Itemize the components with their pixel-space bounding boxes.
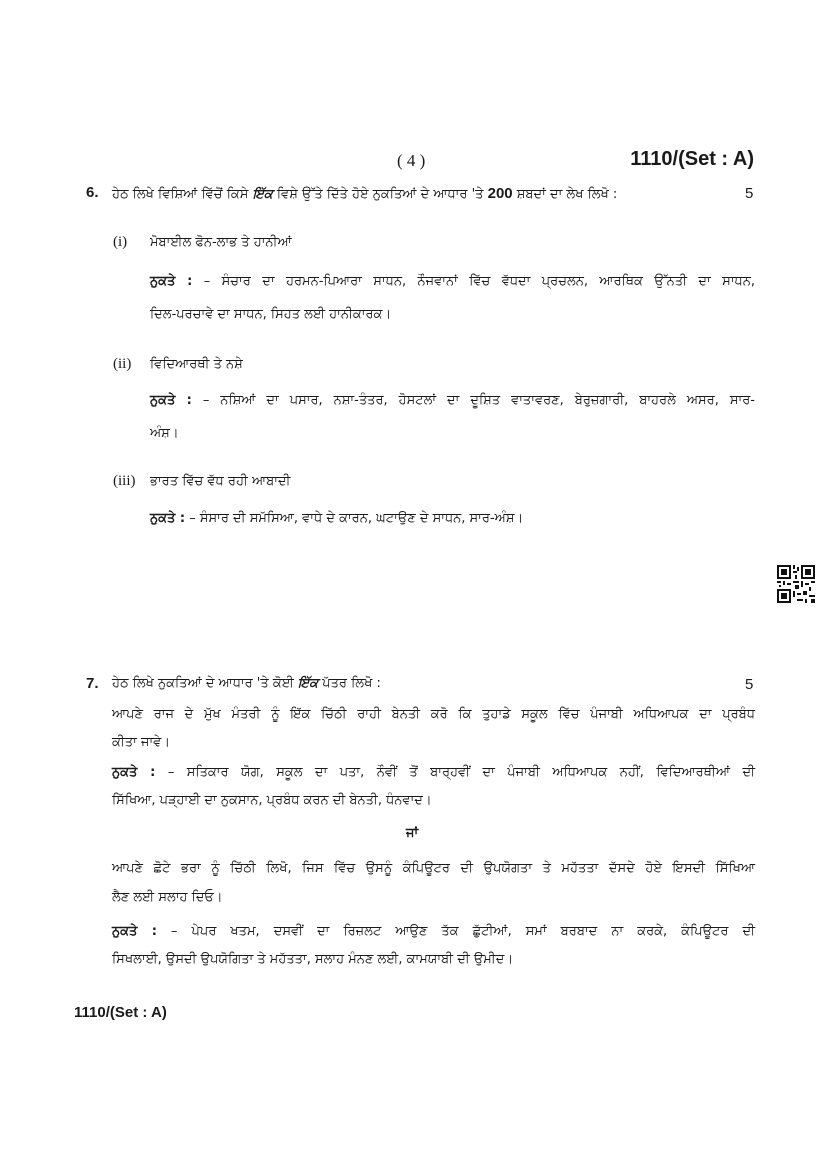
topic-title: ਮੋਬਾਈਲ ਫੋਨ-ਲਾਭ ਤੇ ਹਾਨੀਆਂ — [150, 235, 292, 250]
points-line: – ਨਸ਼ਿਆਂ ਦਾ ਪਸਾਰ, ਨਸ਼ਾ-ਤੰਤਰ, ਹੋਸਟਲਾਂ ਦਾ ਦੂਸ਼ਿਤ ਵਾਤਾਵਰਣ, ਬੇਰੁਜ਼ਗਾਰੀ, ਬਾਹਰਲੇ ਅਸਰ, ਸਾਰ- — [202, 393, 755, 408]
q6-instruction-post: ਸ਼ਬਦਾਂ ਦਾ ਲੇਖ ਲਿਖੋ : — [512, 187, 618, 202]
points-label: ਨੁਕਤੇ : — [150, 274, 193, 289]
topic-points-cont: ਦਿਲ-ਪਰਚਾਵੇ ਦਾ ਸਾਧਨ, ਸਿਹਤ ਲਈ ਹਾਨੀਕਾਰਕ। — [150, 307, 392, 322]
letter2-points-cont: ਸਿਖਲਾਈ, ਉਸਦੀ ਉਪਯੋਗਿਤਾ ਤੇ ਮਹੱਤਤਾ, ਸਲਾਹ ਮੰਨਣ ਲਈ, ਕਾਮਯਾਬੀ ਦੀ ਉਮੀਦ। — [112, 952, 514, 967]
q7-instruction-pre: ਹੇਠ ਲਿਖੇ ਨੁਕਤਿਆਂ ਦੇ ਆਧਾਰ 'ਤੇ ਕੋਈ — [112, 676, 298, 691]
q7-instruction — [112, 676, 381, 691]
letter2-prompt-cont: ਲੈਣ ਲਈ ਸਲਾਹ ਦਿਓ। — [112, 890, 223, 905]
topic-numeral: (i) — [113, 234, 128, 250]
q6-instruction-pre: ਹੇਠ ਲਿਖੇ ਵਿਸ਼ਿਆਂ ਵਿੱਚੋਂ ਕਿਸੇ — [112, 187, 253, 202]
points-line: – ਸੰਸਾਰ ਦੀ ਸਮੱਸਿਆ, ਵਾਧੇ ਦੇ ਕਾਰਨ, ਘਟਾਉਣ ਦੇ ਸਾਧਨ, ਸਾਰ-ਅੰਸ਼। — [189, 511, 524, 526]
points-line: – ਪੇਪਰ ਖਤਮ, ਦਸਵੀਂ ਦਾ ਰਿਜ਼ਲਟ ਆਉਣ ਤੱਕ ਛੁੱਟੀਆਂ, ਸਮਾਂ ਬਰਬਾਦ ਨਾ ਕਰਕੇ, ਕੰਪਿਊਟਰ ਦੀ — [171, 924, 755, 939]
q6-instruction-mid: ਵਿਸ਼ੇ ਉੱਤੇ ਦਿੱਤੇ ਹੋਏ ਨੁਕਤਿਆਂ ਦੇ ਆਧਾਰ 'ਤੇ — [272, 187, 488, 202]
points-label: ਨੁਕਤੇ : — [150, 393, 192, 408]
page-number: ( 4 ) — [397, 151, 426, 170]
points-line: – ਸਤਿਕਾਰ ਯੋਗ, ਸਕੂਲ ਦਾ ਪਤਾ, ਨੌਵੀਂ ਤੋਂ ਬਾਰ੍ਹਵੀਂ ਦਾ ਪੰਜਾਬੀ ਅਧਿਆਪਕ ਨਹੀਂ, ਵਿਦਿਆਰਥੀਆਂ ਦੀ — [167, 765, 755, 780]
letter1-points-cont: ਸਿੱਖਿਆ, ਪੜ੍ਹਾਈ ਦਾ ਨੁਕਸਾਨ, ਪ੍ਰਬੰਧ ਕਰਨ ਦੀ ਬੇਨਤੀ, ਧੰਨਵਾਦ। — [112, 793, 432, 808]
topic-points — [150, 393, 755, 408]
letter1-prompt: ਆਪਣੇ ਰਾਜ ਦੇ ਮੁੱਖ ਮੰਤਰੀ ਨੂੰ ਇੱਕ ਚਿੱਠੀ ਰਾਹੀ ਬੇਨਤੀ ਕਰੋ ਕਿ ਤੁਹਾਡੇ ਸਕੂਲ ਵਿੱਚ ਪੰਜਾਬੀ ਅਧਿਆਪਕ ਦਾ ਪ੍ਰਬੰਧ — [112, 707, 755, 722]
points-line: – ਸੰਚਾਰ ਦਾ ਹਰਮਨ-ਪਿਆਰਾ ਸਾਧਨ, ਨੌਜਵਾਨਾਂ ਵਿੱਚ ਵੱਧਦਾ ਪ੍ਰਚਲਨ, ਆਰਥਿਕ ਉੱਨਤੀ ਦਾ ਸਾਧਨ, — [203, 274, 755, 289]
letter1-prompt-cont: ਕੀਤਾ ਜਾਵੇ। — [112, 735, 171, 750]
qr-code-icon — [777, 565, 815, 603]
q6-number: 6. — [86, 184, 99, 201]
topic-numeral: (ii) — [113, 356, 132, 372]
q6-instruction — [112, 185, 617, 202]
q7-instruction-post: ਪੱਤਰ ਲਿਖੋ : — [318, 676, 381, 691]
q6-marks: 5 — [745, 185, 754, 202]
q7-instruction-ik: ਇੱਕ — [297, 676, 319, 691]
q6-instruction-num: 200 — [487, 185, 513, 202]
paper-code: 1110/(Set : A) — [630, 148, 754, 170]
points-label: ਨੁਕਤੇ : — [112, 765, 156, 780]
letter2-prompt: ਆਪਣੇ ਛੋਟੇ ਭਰਾ ਨੂੰ ਚਿੱਠੀ ਲਿਖੋ, ਜਿਸ ਵਿੱਚ ਉਸਨੂੰ ਕੰਪਿਊਟਰ ਦੀ ਉਪਯੋਗਤਾ ਤੇ ਮਹੱਤਤਾ ਦੱਸਦੇ ਹੋਏ ਇਸਦੀ ਸਿੱਖਿਆ — [112, 861, 755, 876]
points-label: ਨੁਕਤੇ : — [150, 511, 186, 526]
letter1-points — [112, 765, 755, 780]
footer-paper-code: 1110/(Set : A) — [74, 1004, 167, 1021]
topic-title: ਵਿਦਿਆਰਥੀ ਤੇ ਨਸ਼ੇ — [150, 357, 243, 372]
q7-marks: 5 — [745, 676, 754, 693]
topic-title: ਭਾਰਤ ਵਿੱਚ ਵੱਧ ਰਹੀ ਆਬਾਦੀ — [150, 474, 291, 489]
topic-points — [150, 511, 523, 526]
q7-number: 7. — [86, 675, 99, 692]
points-label: ਨੁਕਤੇ : — [112, 924, 157, 939]
letter2-points — [112, 924, 755, 939]
q6-instruction-ik: ਇੱਕ — [252, 187, 273, 202]
topic-points — [150, 274, 755, 289]
or-label: ਜਾਂ — [406, 826, 419, 841]
topic-points-cont: ਅੰਸ਼। — [150, 426, 179, 441]
topic-numeral: (iii) — [113, 473, 136, 489]
